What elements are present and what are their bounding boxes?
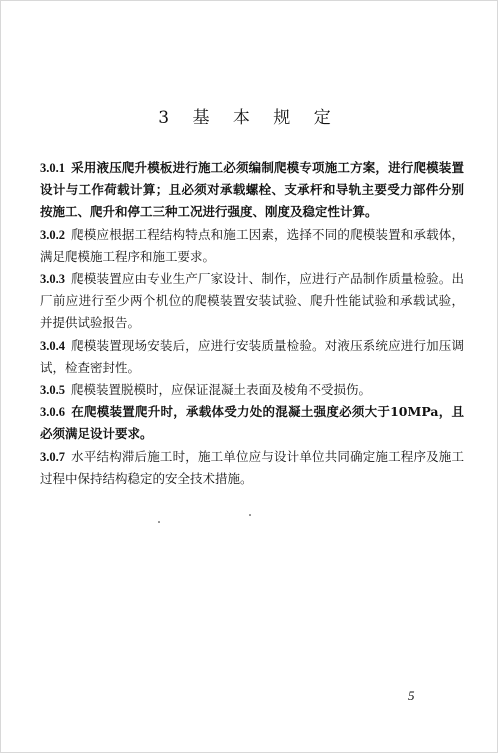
clause-text: 在爬模装置爬升时，承载体受力处的混凝土强度必须大于10MPa，且必须满足设计要求。 bbox=[40, 404, 464, 442]
clause-number: 3.0.6 bbox=[40, 405, 65, 420]
clause-3-0-2 bbox=[40, 224, 464, 268]
clause-text: 爬模装置应由专业生产厂家设计、制作，应进行产品制作质量检验。出厂前应进行至少两个机位的爬模装置安装试验、爬升性能试验和承载试验，并提供试验报告。 bbox=[40, 271, 464, 331]
chapter-title: 3 基 本 规 定 bbox=[158, 108, 340, 128]
clause-number: 3.0.1 bbox=[40, 161, 65, 175]
clause-text: 水平结构滞后施工时，施工单位应与设计单位共同确定施工程序及施工过程中保持结构稳定的安全技术措施。 bbox=[40, 448, 464, 486]
clause-text: 爬模应根据工程结构特点和施工因素，选择不同的爬模装置和承载体，满足爬模施工程序和施工要求。 bbox=[40, 226, 464, 264]
clause-3-0-3 bbox=[40, 268, 464, 335]
clause-number: 3.0.4 bbox=[40, 338, 65, 353]
clause-3-0-4 bbox=[40, 335, 464, 379]
clause-number: 3.0.5 bbox=[40, 383, 65, 398]
clause-3-0-7 bbox=[40, 446, 464, 490]
scan-speck bbox=[158, 521, 160, 523]
clause-list bbox=[40, 157, 464, 490]
clause-3-0-5 bbox=[40, 379, 464, 401]
clause-3-0-1 bbox=[40, 157, 464, 224]
clause-number: 3.0.3 bbox=[40, 272, 65, 287]
clause-number: 3.0.7 bbox=[40, 449, 65, 464]
scan-speck bbox=[249, 514, 251, 516]
clause-3-0-6 bbox=[40, 401, 464, 445]
page-number: 5 bbox=[408, 688, 415, 703]
clause-number: 3.0.2 bbox=[40, 227, 65, 242]
clause-text: 爬模装置脱模时，应保证混凝土表面及棱角不受损伤。 bbox=[71, 382, 372, 398]
clause-text: 爬模装置现场安装后，应进行安装质量检验。对液压系统应进行加压调试，检查密封性。 bbox=[40, 337, 464, 375]
clause-text: 采用液压爬升模板进行施工必须编制爬模专项施工方案，进行爬模装置设计与工作荷载计算；且必须对承载螺栓、支承杆和导轨主要受力部件分别按施工、爬升和停工三种工况进行强度、刚度及稳定性计算。 bbox=[40, 160, 464, 220]
